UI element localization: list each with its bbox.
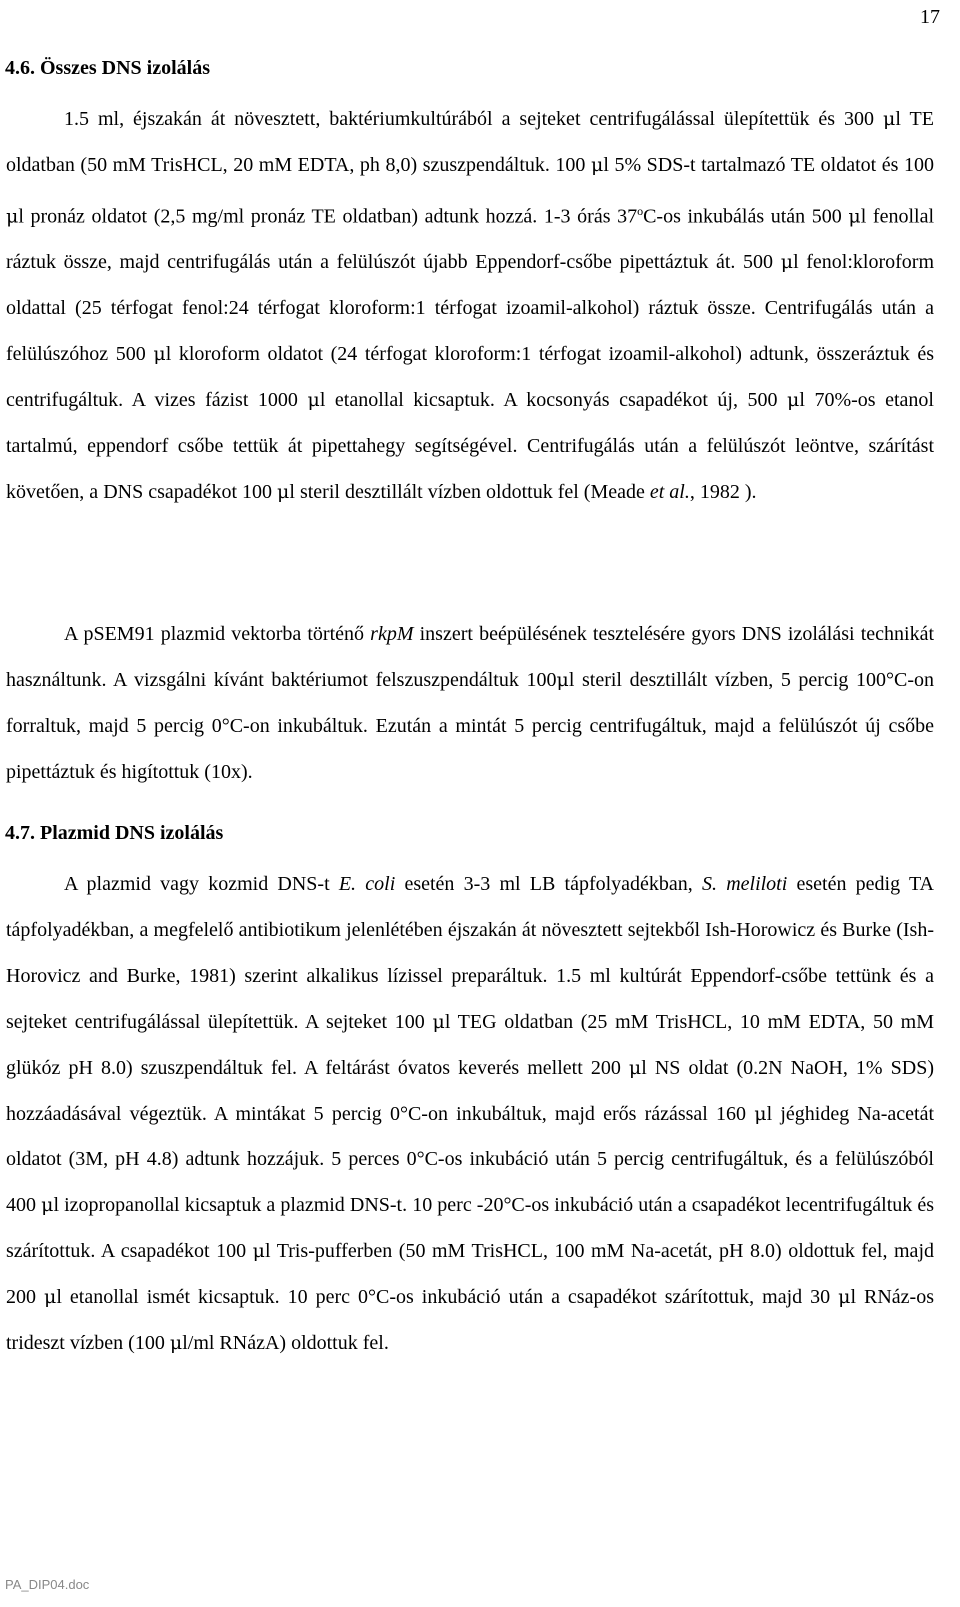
text-run: esetén 3-3 ml LB tápfolyadékban, bbox=[395, 873, 702, 895]
text-run: l NS oldat (0.2N NaOH, 1% SDS) hozzáadásával végeztük. A mintákat 5 percig 0°C-on inkubáltuk, majd erős rázással 160 bbox=[6, 1056, 934, 1125]
micro-symbol: μ bbox=[252, 1240, 265, 1263]
text-run: esetén pedig TA tápfolyadékban, a megfelelő antibiotikum jelenlétében éjszakán át növesztett sejtekből Ish-Horowicz és Burke (Ish-Horovicz and Burke, 1981) szerint alkalikus lízissel preparáltuk. 1.5 ml kultúrát Eppendorf-csőbe tettünk és a sejteket centrifugálással ülepítettük. A sejteket 100 bbox=[6, 873, 934, 1033]
text-run: l 5% SDS-t tartalmazó TE oldatot és 100 bbox=[603, 153, 934, 176]
text-run: A pSEM91 plazmid vektorba történő bbox=[64, 623, 371, 645]
text-run: l kloroform oldatot (24 térfogat kloroform:1 térfogat izoamil-alkohol) adtunk, összeráztuk és centrifugáltuk. A vizes fázist 1000 bbox=[6, 343, 935, 412]
page-number: 17 bbox=[920, 6, 940, 28]
micro-symbol: μ bbox=[590, 153, 604, 176]
micro-symbol: μ bbox=[169, 1332, 183, 1355]
micro-symbol: μ bbox=[787, 389, 800, 412]
italic-term: et al. bbox=[649, 480, 690, 503]
micro-symbol: μ bbox=[43, 1286, 57, 1309]
text-run: l jéghideg Na-acetát oldatot (3M, pH 4.8) adtunk hozzájuk. 5 perces 0°C-os inkubáció után 5 percig centrifugáltuk, és a felülúszóból 400 bbox=[6, 1102, 935, 1217]
footer-filename: PA_DIP04.doc bbox=[5, 1577, 90, 1592]
micro-symbol: μ bbox=[556, 668, 569, 691]
text-run: l Tris-pufferben (50 mM TrisHCL, 100 mM Na-acetát, pH 8.0) oldottuk fel, majd 200 bbox=[6, 1240, 934, 1309]
text-run: l steril desztillált vízben, 5 percig 100°C-on forraltuk, majd 5 percig 0°C-on inkubáltuk. Ezután a mintát 5 percig centrifugáltuk, majd a felülúszót új csőbe pipettáztuk és higítottuk (10x). bbox=[6, 668, 934, 783]
micro-symbol: μ bbox=[628, 1056, 642, 1079]
paragraph-rapid-dna-isolation bbox=[6, 612, 934, 796]
text-run: l TEG oldatban (25 mM TrisHCL, 10 mM EDTA, 50 mM glükóz pH 8.0) szuszpendáltuk fel. A feltárást óvatos keverés mellett 200 bbox=[6, 1010, 934, 1079]
text-run: C-os inkubálás után 500 bbox=[643, 205, 849, 228]
micro-symbol: μ bbox=[41, 1194, 54, 1217]
text-run: l izopropanollal kicsaptuk a plazmid DNS-t. 10 perc -20°C-os inkubáció után a csapadékot lecentrifugáltuk és szárítottuk. A csapadékot 100 bbox=[6, 1194, 935, 1263]
text-run: l steril desztillált vízben oldottuk fel (Meade bbox=[289, 480, 650, 503]
italic-term: E. coli bbox=[338, 873, 396, 895]
italic-term: S. meliloti bbox=[702, 873, 788, 895]
text-run: , 1982 ). bbox=[689, 480, 757, 503]
text-run: l etanollal kicsaptuk. A kocsonyás csapadékot új, 500 bbox=[319, 389, 788, 412]
section-heading-total-dna-isolation: 4.6. Összes DNS izolálás bbox=[5, 57, 210, 79]
italic-term: rkpM bbox=[370, 623, 414, 645]
micro-symbol: μ bbox=[780, 251, 794, 274]
paragraph-plasmid-dna-method bbox=[6, 862, 934, 1367]
text-run: l pronáz oldatot (2,5 mg/ml pronáz TE oldatban) adtunk hozzá. 1-3 órás 37 bbox=[18, 205, 638, 228]
text-run: l fenollal ráztuk össze, majd centrifugálás után a felülúszót újabb Eppendorf-csőbe pipettáztuk át. 500 bbox=[6, 205, 934, 274]
micro-symbol: μ bbox=[754, 1102, 767, 1125]
text-run: l 70%-os etanol tartalmú, eppendorf csőbe tettük át pipettahegy segítségével. Centrifugálás után a felülúszót leöntve, szárítást követően, a DNS csapadékot 100 bbox=[6, 389, 934, 503]
text-run: l TE oldatban (50 mM TrisHCL, 20 mM EDTA, ph 8,0) szuszpendáltuk. 100 bbox=[6, 108, 934, 176]
text-run: l etanollal ismét kicsaptuk. 10 perc 0°C-os inkubáció után a csapadékot szárítottuk, majd 30 bbox=[56, 1286, 839, 1309]
micro-symbol: μ bbox=[848, 205, 861, 228]
text-run: l fenol:kloroform oldattal (25 térfogat fenol:24 térfogat kloroform:1 térfogat izoamil-alkohol) ráztuk össze. Centrifugálás után a felülúszóhoz 500 bbox=[6, 251, 934, 366]
section-heading-plasmid-dna-isolation: 4.7. Plazmid DNS izolálás bbox=[5, 822, 224, 844]
text-run: A plazmid vagy kozmid DNS-t bbox=[64, 873, 339, 895]
text-run: 1.5 ml, éjszakán át növesztett, baktériumkultúrából a sejteket centrifugálással ülepítettük és 300 bbox=[64, 108, 884, 130]
text-run: l/ml RNázA) oldottuk fel. bbox=[182, 1332, 389, 1355]
micro-symbol: μ bbox=[6, 205, 19, 228]
paragraph-total-dna-method bbox=[6, 97, 934, 516]
micro-symbol: μ bbox=[307, 389, 320, 412]
text-run: inszert beépülésének tesztelésére gyors DNS izolálási technikát használtunk. A vizsgálni kívánt baktériumot felszuszpendáltuk 100 bbox=[6, 623, 934, 691]
micro-symbol: μ bbox=[153, 343, 166, 366]
micro-symbol: μ bbox=[838, 1286, 851, 1309]
text-run: l RNáz-os trideszt vízben (100 bbox=[6, 1286, 935, 1355]
micro-symbol: μ bbox=[883, 108, 896, 130]
micro-symbol: μ bbox=[277, 480, 290, 503]
micro-symbol: μ bbox=[432, 1010, 445, 1033]
superscript: o bbox=[637, 203, 644, 218]
